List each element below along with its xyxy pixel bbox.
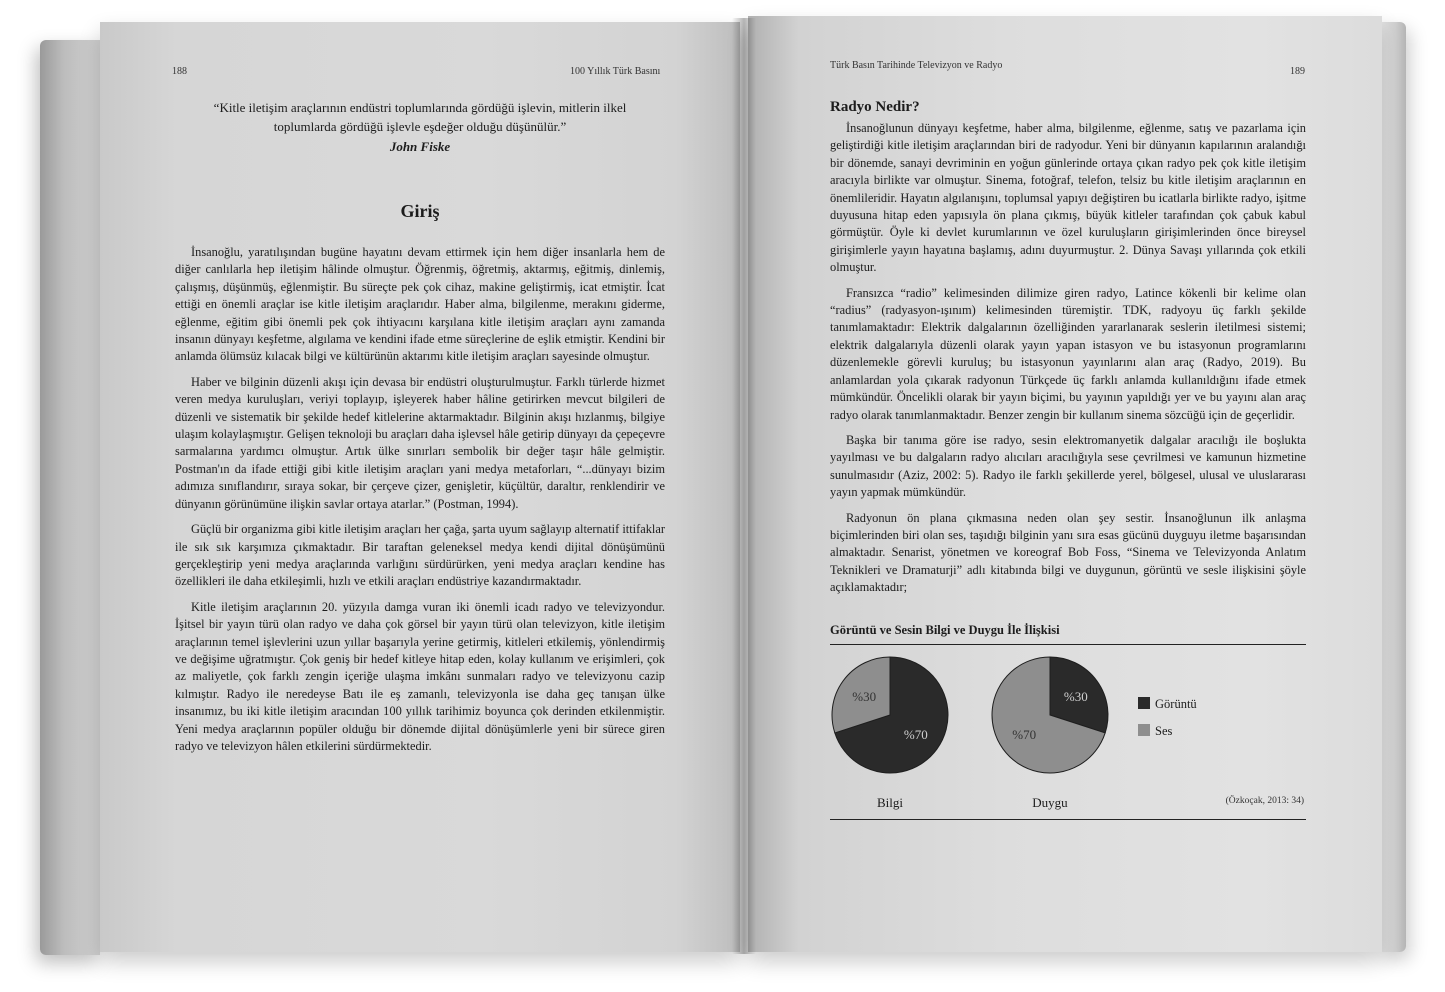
left-page-stack bbox=[40, 40, 100, 955]
epigraph-author: John Fiske bbox=[389, 139, 451, 154]
right-running-title: Türk Basın Tarihinde Televizyon ve Radyo bbox=[830, 60, 1003, 71]
left-page-number: 188 bbox=[172, 66, 187, 77]
left-paragraph: Kitle iletişim araçlarının 20. yüzyıla damga vuran iki önemli icadı radyo ve televizyondur. İşitsel bir yayın türü olan radyo ve daha çok görsel bir yayın türü olan televizyon, kitle iletişim araçlarının temel işlevlerini uzun yıllar başarıyla yerine getirmiş, kitleleri etkilemiş, yönlendirmiş ve değişime uğratmıştır. Çok geniş bir hedef kitleye hitap eden, kolay kullanım ve erişimleri, çok az maliyetle, çok farklı zengin içeriğe ulaşma imkânı sunmaları radyo ve televizyonu cazip kılmıştır. Radyo ile neredeyse Batı ile eş zamanlı, televizyonla ise daha geç tanışan ülke insanımız, bu iki kitle iletişim aracından 100 yıllık tarihimiz boyunca çok derinden etkilenmiştir. Yeni medya araçlarının popüler olduğu bir dönemde dijital dönüşümlerle yeni bir sürece giren radyo ve televizyon hâlen etkilerini sürdürmektedir. bbox=[175, 599, 665, 753]
legend-swatch bbox=[1138, 697, 1150, 709]
epigraph-quote: “Kitle iletişim araçlarının endüstri toplumlarında gördüğü işlevin, mitlerin ilkel toplumlarda gördüğü işlevle eşdeğer olduğu düşünülür.” bbox=[213, 100, 627, 134]
legend-swatch bbox=[1138, 724, 1150, 736]
left-running-title: 100 Yıllık Türk Basını bbox=[570, 66, 661, 77]
left-page bbox=[100, 22, 740, 952]
chart-title: Görüntü ve Sesin Bilgi ve Duygu İle İlişkisi bbox=[830, 623, 1306, 645]
right-page-stack bbox=[1380, 22, 1406, 952]
pie-slice-label: %70 bbox=[1012, 726, 1037, 742]
pie-chart bbox=[830, 645, 1306, 813]
left-text-column bbox=[175, 98, 665, 755]
right-page bbox=[748, 16, 1382, 952]
left-paragraph: Güçlü bir organizma gibi kitle iletişim araçları her çağa, şarta uyum sağlayıp alternatif ittifaklar ile sık sık karşımıza çıkmaktadır. Bir taraftan geleneksel medya kendi dijital dönüşümünü gerçekleştirip yeni medya araçlarında varlığını sürdürürken, yeni medya araçları kendine has özellikleri ile daha etkileşimli, hızlı ve etkili araçları endüstriye kazandırmaktadır. bbox=[175, 522, 665, 589]
pie-slice-label: %30 bbox=[1063, 688, 1088, 704]
pie-name-label: Duygu bbox=[1032, 794, 1068, 810]
legend-label: Ses bbox=[1155, 723, 1173, 738]
section-title: Giriş bbox=[400, 201, 440, 221]
left-paragraph: Haber ve bilginin düzenli akışı için devasa bir endüstri oluşturulmuştur. Farklı türlerde hizmet veren medya kuruluşları, veriyi toplayıp, işleyerek haber hâline getirirken mevcut bilgileri de düzenli ve sistematik bir şekilde hedef kitlelerine aktarmaktadır. Bilginin akışı hızlanmış, bilgiye ulaşım kolaylaşmıştır. Gelişen teknoloji bu araçları daha işlevsel hâle getirip dünyayı da çepeçevre sarmalarına yardımcı olmuştur. Artık ülke sınırları sembolik bir değer taşır hâle gelmiştir. Postman'ın da ifade ettiği gibi kitle iletişim araçları yani medya metaforları, “...dünyayı bizim adımıza sınıflandırır, sıraya sokar, bir çerçeve çizer, genişletir, küçültür, daraltır, renklendirir ve dünyanın görünümüne ilişkin savlar ortaya atarlar.” (Postman, 1994). bbox=[175, 374, 665, 511]
right-paragraph: Radyonun ön plana çıkmasına neden olan şey sestir. İnsanoğlunun ilk anlaşma biçimlerinden biri olan ses, taşıdığı bilginin yanı sıra esas gücünü duyguyu iletme başarısından almaktadır. Senarist, yönetmen ve koreograf Bob Foss, “Sinema ve Televizyonda Anlatım Teknikleri ve Dramaturji” adlı kitabında bilgi ve duygunun, görüntü ve sesle ilişkisini şöyle açıklamaktadır; bbox=[830, 510, 1306, 595]
pie-name-label: Bilgi bbox=[876, 794, 904, 810]
right-paragraph: Başka bir tanıma göre ise radyo, sesin elektromanyetik dalgalar aracılığı ile boşlukta yayılması ve bu dalgaların radyo alıcıları aracılığıyla sese çevrilmesi ve kamunun hizmetine sunulmasıdır (Aziz, 2002: 5). Radyo ile farklı şekillerde yerel, bölgesel, ulusal ve uluslararası yayın yapmak mümkündür. bbox=[830, 432, 1306, 500]
right-page-number: 189 bbox=[1290, 66, 1305, 77]
chart-source: (Özkoçak, 2013: 34) bbox=[1225, 795, 1304, 806]
chart-bottom-rule bbox=[830, 819, 1306, 820]
right-paragraph: Fransızca “radio” kelimesinden dilimize giren radyo, Latince kökenli bir kelime olan “radius” (radyasyon-ışınım) kelimesinden türemiştir. TDK, radyoyu üç farklı şekilde tanımlamaktadır: Elektrik dalgalarının özelliğinden yararlanarak seslerin iletilmesi sistemi; elektrik dalgalarıyla düzenli olarak yayın yapan istasyon ve bu istasyonun programlarını düzenlemekle görevli kuruluş; bu istasyonun yayınlarını alan araç (Radyo, 2019). Bu anlamlardan yola çıkarak radyonun Türkçede üç farklı anlamda kullanıldığını ifade etmek mümkündür. Öncelikli olarak bir yayın biçimi, bu yayının yapıldığı yer ve bu yayını alan araç radyo olarak tanımlanmaktadır. Benzer zengin bir kullanım sinema sözcüğü için de geçerlidir. bbox=[830, 285, 1306, 422]
right-paragraph: İnsanoğlunun dünyayı keşfetme, haber alma, bilgilenme, eğlenme, satış ve pazarlama için geliştirdiği kitle iletişim araçlarından biri de radyodur. Yeni bir dünyanın kapılarının aralandığı bir dönemde, sanayi devriminin en yoğun günlerinde ortaya çıkan radyo pek çok kitle iletişim aracıyla birlikte var olmuştur. Sinema, fotoğraf, telefon, telsiz bu kitle iletişim araçlarının en önemlileridir. Hayatın algılanışını, toplumsal yapıyı değiştiren bu icatlarla birlikte radyo, işitme duyusuna hitap eden yapısıyla ön plana çıkmış, büyük kitleler tarafından çok çabuk kabul görmüştür. Öyle ki devlet kurumlarının ve özel kuruluşların girişimlerinden önce bireysel girişimlerle yayın hayatına başlamış, adını duyurmuştur. 2. Dünya Savaşı yıllarında çok etkili olmuştur. bbox=[830, 121, 1306, 275]
left-paragraph: İnsanoğlu, yaratılışından bugüne hayatını devam ettirmek için hem diğer insanlarla hem de diğer canlılarla hep iletişim hâlinde olmuştur. Öğrenmiş, öğretmiş, aktarmış, eğitmiş, dinlemiş, çalışmış, düşünmüş, eğlenmiştir. Bu süreçte pek çok cihaz, makine geliştirmiş, icat etmiştir. İcat ettiği en önemli araçlar ise kitle iletişim araçlarıdır. Haber alma, bilgilenme, merakını giderme, eğlenme, eğitim gibi önemli pek çok ihtiyacını karşılana kitle iletişim araçları aynı zamanda insanın dünyayı keşfetme, algılama ve kendini ifade etme süreçlerine de eşlik etmiştir. Kendini bir anlamda ölümsüz kılacak bilgi ve kültürünün aktarımı kitle iletişim araçları sayesinde olmuştur. bbox=[175, 245, 665, 364]
legend-label: Görüntü bbox=[1155, 696, 1197, 711]
radyo-heading: Radyo Nedir? bbox=[830, 99, 920, 115]
pie-slice-label: %70 bbox=[903, 726, 928, 742]
book-gutter-shadow bbox=[732, 18, 756, 954]
pie-slice-label: %30 bbox=[852, 688, 877, 704]
pie-chart-figure bbox=[830, 623, 1306, 820]
right-text-column bbox=[830, 99, 1306, 820]
